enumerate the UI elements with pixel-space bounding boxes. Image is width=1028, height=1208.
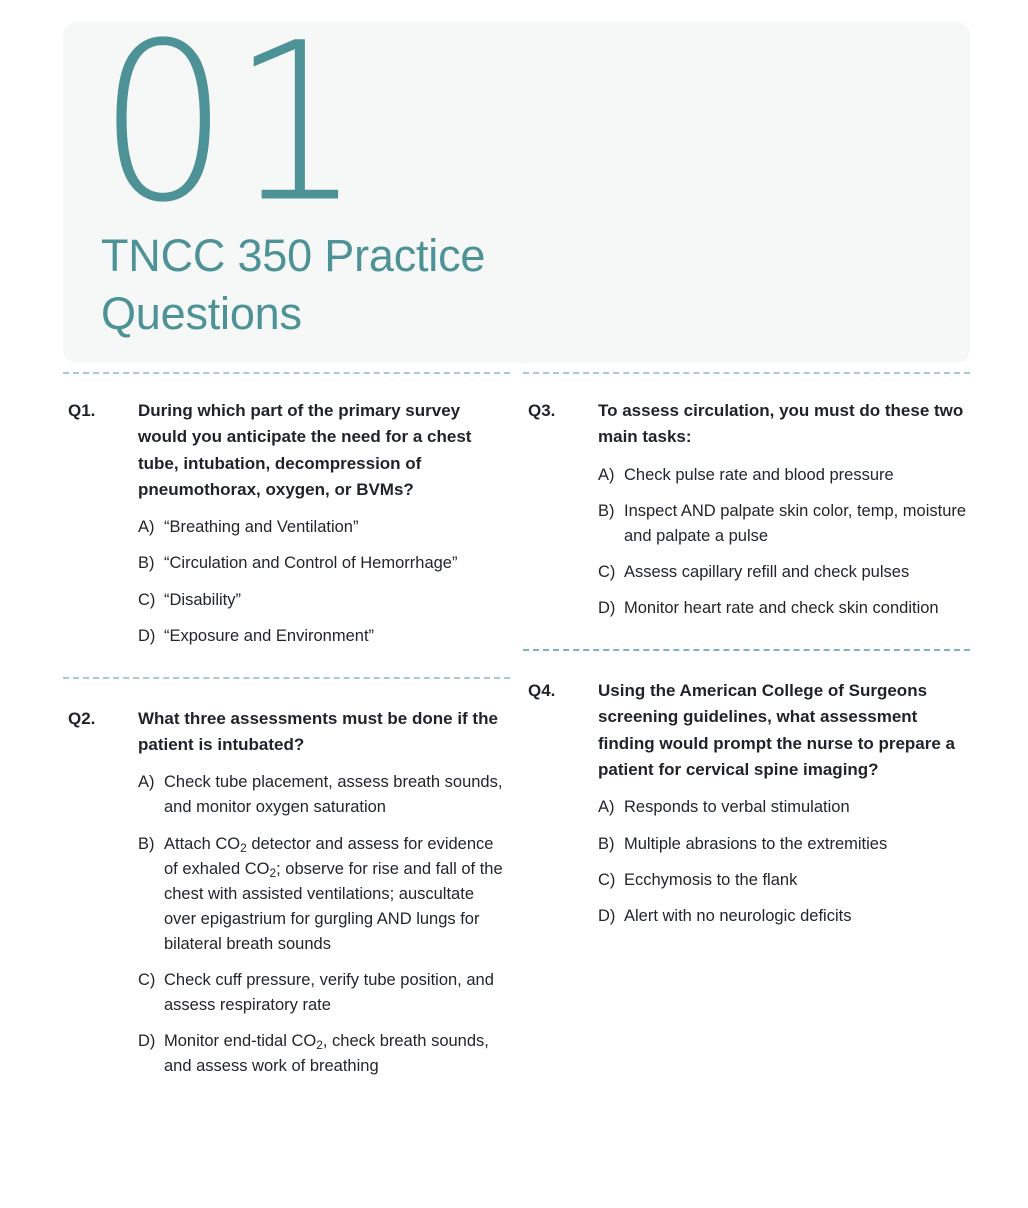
option-letter: A): [138, 773, 155, 792]
option-list-q2: [138, 770, 510, 1079]
chapter-number: 01: [98, 0, 365, 251]
option-letter: D): [598, 906, 616, 925]
option-letter: B): [598, 834, 615, 853]
option-text: “Circulation and Control of Hemorrhage”: [164, 554, 458, 573]
option-item[interactable]: [598, 904, 970, 929]
option-letter: D): [138, 1032, 156, 1051]
option-item[interactable]: [598, 499, 970, 549]
option-letter: A): [598, 798, 615, 817]
option-letter: D): [598, 599, 616, 617]
option-letter: C): [138, 970, 156, 989]
option-text: Multiple abrasions to the extremities: [624, 834, 888, 853]
option-item[interactable]: [138, 968, 510, 1018]
question-stem-q4: Using the American College of Surgeons screening guidelines, what assessment finding would prompt the nurse to prepare a patient for cervical spine imaging?: [598, 681, 956, 780]
option-text: Check tube placement, assess breath sounds, and monitor oxygen saturation: [164, 773, 503, 817]
option-item[interactable]: [138, 832, 510, 957]
option-item[interactable]: [598, 560, 970, 585]
option-text: “Disability”: [164, 590, 242, 609]
option-letter: A): [598, 465, 615, 484]
option-item[interactable]: [598, 832, 970, 857]
option-text: Assess capillary refill and check pulses: [624, 562, 910, 581]
option-text: Check cuff pressure, verify tube position, and assess respiratory rate: [164, 970, 494, 1014]
option-item[interactable]: [598, 463, 970, 488]
section-divider-top-left: [63, 372, 510, 374]
question-stem-q2: What three assessments must be done if the patient is intubated?: [138, 708, 498, 755]
option-letter: C): [598, 562, 616, 581]
question-block-q3: [523, 398, 970, 621]
option-letter: B): [138, 834, 155, 853]
option-letter: B): [138, 554, 155, 573]
option-text: Monitor end-tidal $CO_2$, check breath sounds, and assess work of breathing: [164, 1032, 489, 1076]
option-letter: D): [138, 626, 156, 645]
option-item[interactable]: [138, 1029, 510, 1079]
option-list-q1: [138, 515, 510, 648]
page-title: TNCC 350 Practice Questions: [101, 230, 486, 339]
option-letter: B): [598, 501, 615, 520]
option-text: Alert with no neurologic deficits: [624, 906, 852, 925]
option-letter: C): [138, 590, 156, 609]
question-block-q2: [63, 706, 510, 1080]
question-stem-q1: During which part of the primary survey would you anticipate the need for a chest tube, intubation, decompression of pneumothorax, oxygen, or BVMs?: [138, 401, 472, 500]
section-divider-top-right: [523, 372, 970, 374]
option-text: Responds to verbal stimulation: [624, 798, 850, 817]
question-block-q1: [63, 398, 510, 649]
option-list-q4: [598, 795, 970, 928]
question-number-q3: Q3.: [528, 401, 556, 420]
option-text: “Breathing and Ventilation”: [164, 518, 359, 537]
option-item[interactable]: [138, 588, 510, 613]
option-text: Ecchymosis to the flank: [624, 870, 798, 889]
question-number-q4: Q4.: [528, 681, 556, 701]
option-letter: A): [138, 518, 155, 537]
option-item[interactable]: [598, 596, 970, 621]
question-number-q2: Q2.: [68, 708, 96, 728]
right-column: [523, 372, 970, 929]
option-item[interactable]: [598, 795, 970, 820]
option-text: Inspect AND palpate skin color, temp, moisture and palpate a pulse: [624, 501, 967, 545]
question-stem-q3: To assess circulation, you must do these two main tasks:: [598, 401, 964, 447]
question-block-q4: [523, 678, 970, 929]
option-text: “Exposure and Environment”: [164, 626, 375, 645]
option-text: Attach $CO_2$ detector and assess for evidence of exhaled $CO_2$; observe for rise and fall of the chest with assisted ventilations; auscultate over epigastrium for gurgling AND lungs for bilateral breath sounds: [164, 834, 503, 953]
option-item[interactable]: [598, 868, 970, 893]
spacer: [523, 621, 970, 649]
chapter-header-panel: [63, 0, 970, 363]
question-number-q1: Q1.: [68, 401, 96, 420]
option-text: Monitor heart rate and check skin condition: [624, 599, 939, 617]
option-item[interactable]: [138, 515, 510, 540]
option-list-q3: [598, 463, 970, 621]
option-text: Check pulse rate and blood pressure: [624, 465, 894, 484]
spacer: [523, 651, 970, 678]
option-item[interactable]: [138, 770, 510, 820]
option-letter: C): [598, 870, 616, 889]
option-item[interactable]: [138, 551, 510, 576]
spacer: [63, 679, 510, 706]
option-item[interactable]: [138, 624, 510, 649]
left-column: [63, 372, 510, 1079]
spacer: [63, 649, 510, 677]
